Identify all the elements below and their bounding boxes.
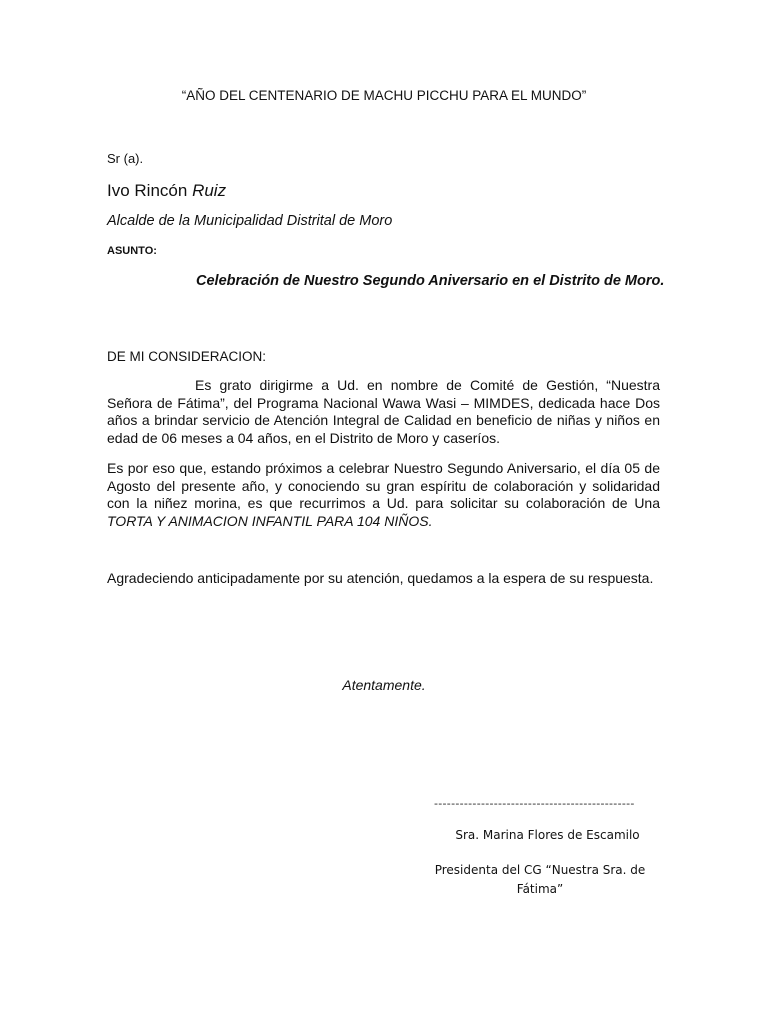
body-paragraph-3: Agradeciendo anticipadamente por su atención, quedamos a la espera de su respuesta. — [107, 570, 654, 586]
recipient-position: Alcalde de la Municipalidad Distrital de Moro — [107, 213, 393, 229]
body-paragraph-2 — [107, 460, 660, 530]
closing: Atentamente. — [342, 677, 426, 693]
signature-line: ----------------------------------------------- — [434, 797, 635, 810]
recipient-surname: Ruiz — [192, 181, 227, 200]
signer-name: Sra. Marina Flores de Escamilo — [455, 828, 640, 842]
body-paragraph-1: Es grato dirigirme a Ud. en nombre de Comité de Gestión, “Nuestra Señora de Fátima”, del Programa Nacional Wawa Wasi – MIMDES, dedicada hace Dos años a brindar servicio de Atención Integral de Calidad en beneficio de niñas y niños en edad de 06 meses a 04 años, en el Distrito de Moro y caseríos. — [107, 377, 660, 446]
body-paragraph-2-text: Es por eso que, estando próximos a celebrar Nuestro Segundo Aniversario, el día 05 de Agosto del presente año, y conociendo su gran espíritu de colaboración y solidaridad con la niñez morina, es que recurrimos a Ud. para solicitar su colaboración de Una — [107, 460, 660, 511]
recipient-name — [107, 181, 226, 201]
salutation: Sr (a). — [107, 151, 144, 166]
subject-label: ASUNTO: — [107, 245, 157, 257]
greeting: DE MI CONSIDERACION: — [107, 349, 267, 364]
request-emphasis: TORTA Y ANIMACION INFANTIL PARA 104 NIÑOS. — [107, 512, 433, 529]
signer-title: Presidenta del CG “Nuestra Sra. de Fátima” — [434, 863, 646, 896]
recipient-given-name: Ivo Rincón — [107, 181, 188, 200]
motto-header: “AÑO DEL CENTENARIO DE MACHU PICCHU PARA EL MUNDO” — [181, 88, 587, 103]
subject-text: Celebración de Nuestro Segundo Aniversario en el Distrito de Moro. — [196, 273, 665, 289]
